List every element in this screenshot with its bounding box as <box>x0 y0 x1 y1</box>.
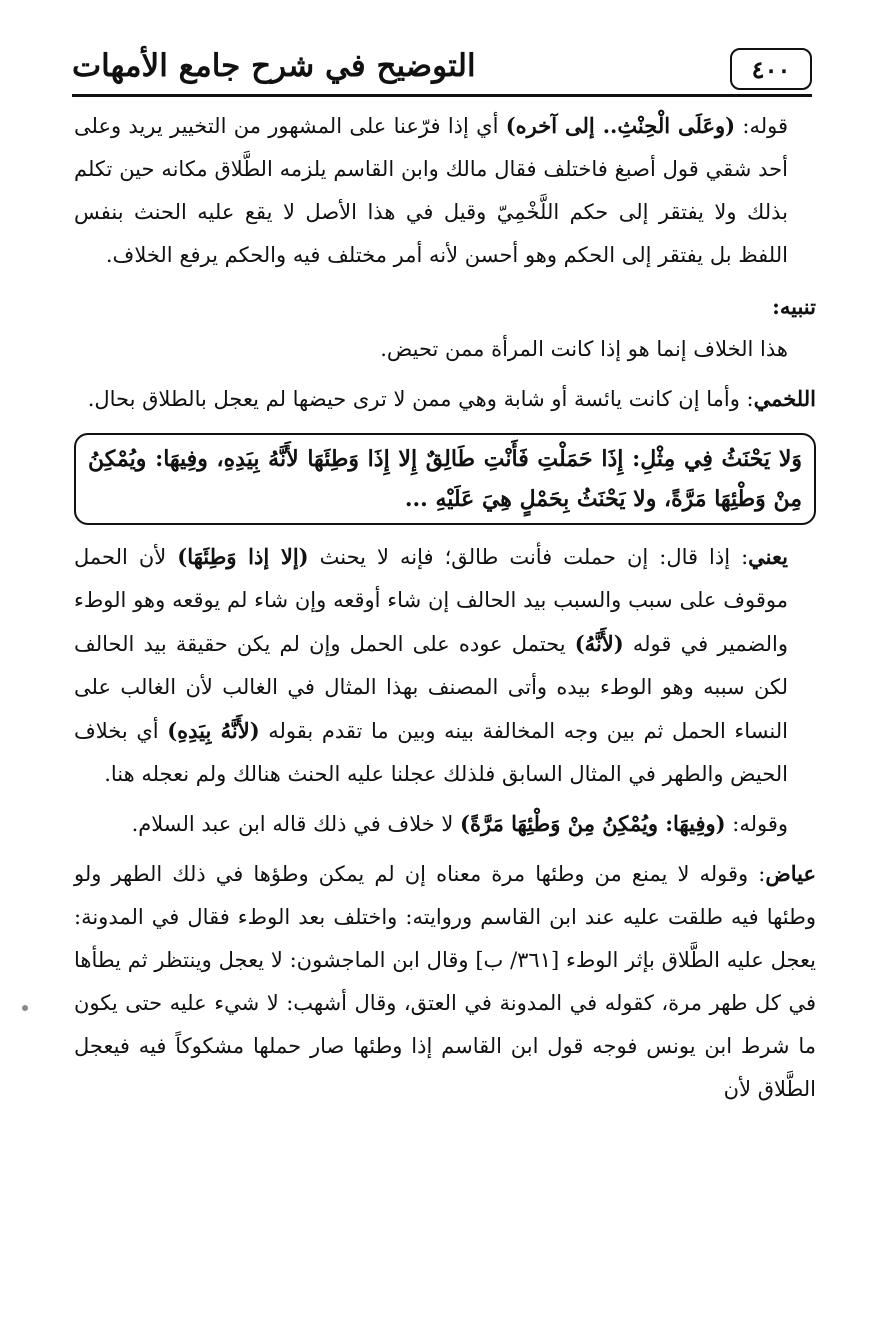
quoted-matn: (لأَنَّهُ بِيَدِهِ) <box>167 718 260 743</box>
paragraph-text: لأن الحمل موقوف على سبب والسبب بيد الحالف إن شاء أوقعه وإن شاء لم يوقعه وهو الوطء والضمير في قوله <box>74 545 788 656</box>
iyad-paragraph <box>74 852 816 1111</box>
commentary-paragraph-3 <box>74 802 816 846</box>
iyad-label: عياض <box>765 861 816 886</box>
paragraph-text: : إذا قال: إن حملت فأنت طالق؛ فإنه لا يحنث <box>308 545 749 569</box>
quoted-matn: (وعَلَى الْحِنْثِ.. إلى آخره) <box>505 113 736 138</box>
page-body <box>74 104 816 1111</box>
paragraph-label: يعني <box>748 544 788 569</box>
paragraph-text: أي بخلاف الحيض والطهر في المثال السابق فلذلك عجلنا عليه الحنث هنالك ولم نعجله هنا. <box>74 719 788 786</box>
page-number: ٤٠٠ <box>751 54 791 84</box>
paragraph-text: يحتمل عوده على الحمل وإن لم يكن حقيقة بيد الحالف لكن سببه وهو الوطء بيده وأتى المصنف بهذا المثال في الغالب لأن الغالب على النساء الحمل ثم بين وجه المخالفة بينه وبين ما تقدم بقوله <box>74 632 789 743</box>
quoted-matn: (إلا إذا وَطِئَهَا) <box>177 544 309 569</box>
matn-box: وَلا يَحْنَثُ فِي مِثْلِ: إِذَا حَمَلْتِ فَأَنْتِ طَالِقٌ إِلا إِذَا وَطِئَهَا لأَنَّهُ بِيَدِهِ، وفِيهَا: ويُمْكِنُ مِنْ وَطْئِهَا مَرَّةً، ولا يَحْنَثُ بِحَمْلٍ هِيَ عَلَيْهِ ... <box>74 433 816 525</box>
running-title: التوضيح في شرح جامع الأمهات <box>72 48 476 84</box>
quoted-matn: (وفِيهَا: ويُمْكِنُ مِنْ وَطْئِهَا مَرَّةً) <box>460 811 726 836</box>
paragraph-text: أي إذا فرّعنا على المشهور من التخيير يريد وعلى أحد شقي قول أصبغ فاختلف فقال مالك وابن القاسم يلزمه الطَّلاق مكانه حين تكلم بذلك ولا يفتقر إلى حكم اللَّخْمِيّ وقيل في هذا الأصل لا يقع عليه الحنث بنفس اللفظ بل يفتقر إلى الحكم وهو أحسن لأنه أمر مختلف فيه والحكم يرفع الخلاف. <box>74 114 788 267</box>
lakhmi-label: اللخمي <box>753 386 816 411</box>
iyad-text: : وقوله لا يمنع من وطئها مرة معناه إن لم يمكن وطؤها في ذلك الطهر ولو وطئها فيه طلقت عليه عند ابن القاسم وروايته: واختلف بعد الوطء فقال في المدونة: يعجل عليه الطَّلاق بإثر الوطء [٣٦١/ ب] وقال ابن الماجشون: لا يعجل وينتظر ثم يطأها في كل طهر مرة، كقوله في المدونة في العتق، وقال أشهب: لا شيء عليه حتى يكون ما شرط ابن يونس فوجه قول ابن القاسم إذا وطئها صار حملها مشكوكاً فيه فيعجل الطَّلاق لأن <box>74 862 816 1101</box>
page-number-box <box>730 48 812 90</box>
paragraph-label: وقوله: <box>725 812 788 836</box>
page-header <box>72 42 812 98</box>
lakhmi-text: : وأما إن كانت يائسة أو شابة وهي ممن لا ترى حيضها لم يعجل بالطلاق بحال. <box>87 387 754 411</box>
note-heading: تنبيه: <box>772 294 816 319</box>
lakhmi-paragraph <box>74 377 816 421</box>
commentary-paragraph-2 <box>74 535 816 796</box>
paragraph-label: قوله: <box>735 114 788 138</box>
note-text: هذا الخلاف إنما هو إذا كانت المرأة ممن تحيض. <box>380 337 788 361</box>
quoted-matn: (لأَنَّهُ) <box>574 631 624 656</box>
commentary-paragraph-1 <box>74 104 816 277</box>
paragraph-text: لا خلاف في ذلك قاله ابن عبد السلام. <box>131 812 461 836</box>
header-divider <box>72 94 812 97</box>
margin-dot <box>22 1005 28 1011</box>
